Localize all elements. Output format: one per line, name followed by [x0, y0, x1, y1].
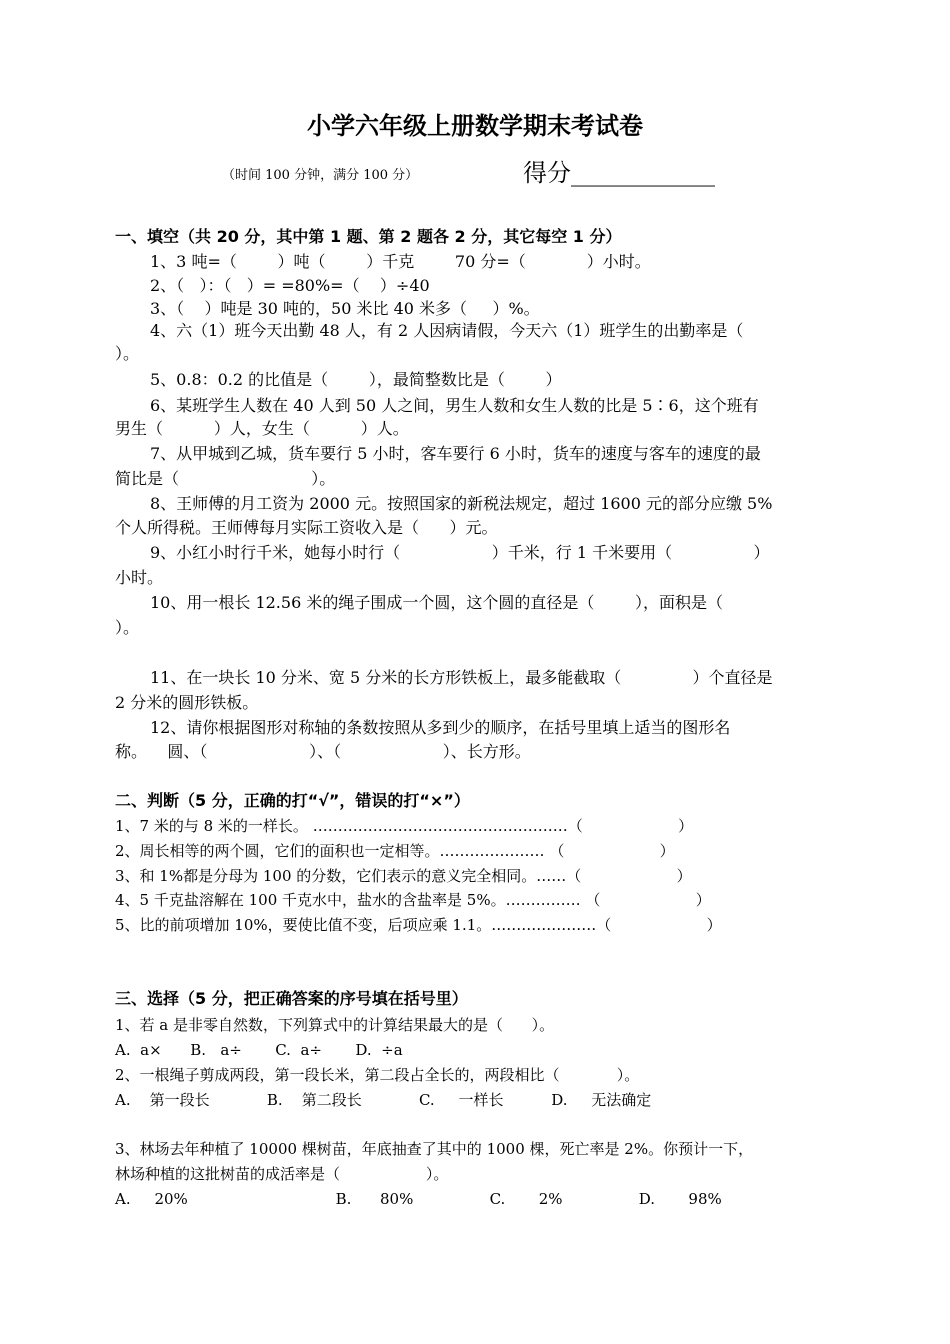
question-judge-3: 3、和 1%都是分母为 100 的分数，它们表示的意义完全相同。……（ ）	[115, 867, 692, 885]
question-fill-6: 6、某班学生人数在 40 人到 50 人之间，男生人数和女生人数的比是 5∶6，这个班有	[150, 396, 759, 415]
question-fill-9-cont: 小时。	[115, 568, 164, 587]
question-choice-3-options: A. 20% B. 80% C. 2% D. 98%	[115, 1190, 722, 1208]
section-3-heading: 三、选择（5 分，把正确答案的序号填在括号里）	[115, 989, 468, 1008]
section-2-heading: 二、判断（5 分，正确的打“√”，错误的打“×”）	[115, 791, 470, 810]
question-judge-4: 4、5 千克盐溶解在 100 千克水中，盐水的含盐率是 5%。…………… （ ）	[115, 891, 711, 909]
question-fill-8: 8、王师傅的月工资为 2000 元。按照国家的新税法规定，超过 1600 元的部分应缴 5%	[150, 494, 773, 513]
question-choice-1-options: A. a× B. a÷ C. a÷ D. ÷a	[115, 1041, 403, 1059]
exam-time-note: （时间 100 分钟，满分 100 分）	[222, 168, 419, 183]
question-choice-1: 1、若 a 是非零自然数，下列算式中的计算结果最大的是（ ）。	[115, 1016, 555, 1034]
page-title: 小学六年级上册数学期末考试卷	[307, 112, 643, 140]
question-choice-2-options: A. 第一段长 B. 第二段长 C. 一样长 D. 无法确定	[115, 1091, 652, 1109]
question-fill-7: 7、从甲城到乙城，货车要行 5 小时，客车要行 6 小时，货车的速度与客车的速度的最	[150, 444, 761, 463]
question-fill-12: 12、请你根据图形对称轴的条数按照从多到少的顺序，在括号里填上适当的图形名	[150, 718, 731, 737]
question-fill-7-cont: 简比是（ ）。	[115, 469, 336, 488]
question-fill-9: 9、小红小时行千米，她每小时行（ ）千米，行 1 千米要用（ ）	[150, 543, 770, 562]
question-choice-2: 2、一根绳子剪成两段，第一段长米，第二段占全长的，两段相比（ ）。	[115, 1066, 640, 1084]
question-fill-5: 5、0.8：0.2 的比值是（ ），最简整数比是（ ）	[150, 370, 562, 389]
question-fill-12-cont: 称。 圆、（ ）、（ ）、长方形。	[115, 742, 531, 761]
question-fill-3: 3、（ ）吨是 30 吨的，50 米比 40 米多（ ）%。	[150, 299, 540, 318]
question-fill-4-cont: ）。	[115, 344, 140, 363]
question-fill-8-cont: 个人所得税。王师傅每月实际工资收入是（ ）元。	[115, 518, 498, 537]
score-field: 得分____________	[523, 159, 715, 187]
question-judge-1: 1、7 米的与 8 米的一样长。 ……………………………………………（ ）	[115, 817, 694, 835]
question-fill-11-cont: 2 分米的圆形铁板。	[115, 693, 259, 712]
question-fill-10: 10、用一根长 12.56 米的绳子围成一个圆，这个圆的直径是（ ），面积是（	[150, 593, 724, 612]
section-1-heading: 一、填空（共 20 分，其中第 1 题、第 2 题各 2 分，其它每空 1 分）	[115, 227, 622, 246]
question-choice-3-cont: 林场种植的这批树苗的成活率是（ ）。	[115, 1165, 449, 1183]
question-fill-2: 2、（ ）：（ ）= =80%=（ ）÷40	[150, 276, 430, 295]
question-fill-11: 11、在一块长 10 分米、宽 5 分米的长方形铁板上，最多能截取（ ）个直径是	[150, 668, 773, 687]
question-fill-10-cont: ）。	[115, 618, 140, 637]
question-judge-5: 5、比的前项增加 10%，要使比值不变，后项应乘 1.1。…………………（ ）	[115, 916, 722, 934]
question-fill-6-cont: 男生（ ）人，女生（ ）人。	[115, 419, 409, 438]
question-fill-1: 1、3 吨=（ ）吨（ ）千克 70 分=（ ）小时。	[150, 252, 651, 271]
question-judge-2: 2、周长相等的两个圆，它们的面积也一定相等。………………… （ ）	[115, 842, 675, 860]
question-fill-4: 4、六（1）班今天出勤 48 人，有 2 人因病请假，今天六（1）班学生的出勤率是（	[150, 321, 744, 340]
question-choice-3: 3、林场去年种植了 10000 棵树苗，年底抽查了其中的 1000 棵，死亡率是 2%。你预计一下，	[115, 1140, 754, 1158]
